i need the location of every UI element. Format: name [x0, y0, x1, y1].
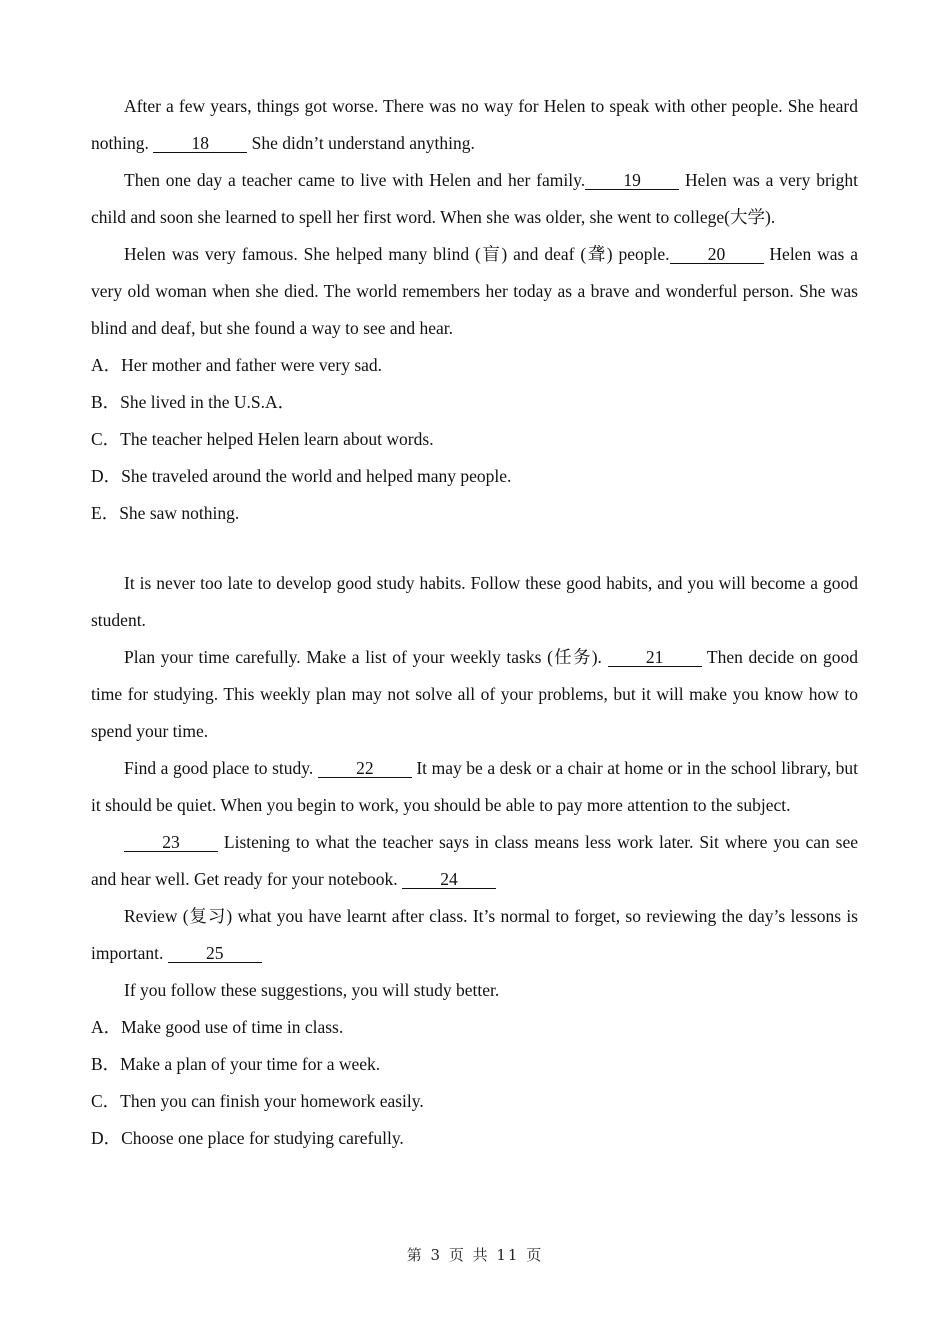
- paragraph-text: Helen was very famous. She helped many blind (盲) and deaf (聋) people.: [124, 244, 670, 264]
- passage2-paragraph-2: [91, 639, 858, 750]
- passage2-paragraph-6: [91, 972, 858, 1009]
- paragraph-text: It is never too late to develop good study habits. Follow these good habits, and you will become a good student.: [91, 573, 858, 630]
- option-a: A．Make good use of time in class.: [91, 1017, 344, 1037]
- paragraph-text: Then one day a teacher came to live with Helen and her family.: [124, 170, 586, 190]
- paragraph-text: Find a good place to study.: [124, 758, 318, 778]
- document-body: [91, 88, 858, 1157]
- blank-25: 25: [168, 944, 262, 963]
- paragraph-text: Helen was a very old woman when she died. The world remembers her today as a brave and wonderful person. She was blind and deaf, but she found a way to see and hear.: [91, 244, 858, 338]
- paragraph-text: If you follow these suggestions, you will study better.: [124, 980, 500, 1000]
- blank-18: 18: [153, 134, 247, 153]
- passage2-paragraph-1: [91, 565, 858, 639]
- blank-20: 20: [670, 245, 764, 264]
- option-e: E．She saw nothing.: [91, 503, 240, 523]
- passage2-paragraph-4: [91, 824, 858, 898]
- blank-22: 22: [318, 759, 412, 778]
- passage2-paragraph-3: [91, 750, 858, 824]
- option-b: B．She lived in the U.S.A．: [91, 392, 296, 412]
- option-d: D．She traveled around the world and helped many people.: [91, 466, 512, 486]
- passage1-paragraph-3: [91, 236, 858, 347]
- option-a: A．Her mother and father were very sad.: [91, 355, 383, 375]
- section-gap: [91, 532, 858, 565]
- option-c: C．Then you can finish your homework easily.: [91, 1091, 424, 1111]
- blank-21: 21: [608, 648, 702, 667]
- option-d: D．Choose one place for studying carefully.: [91, 1128, 404, 1148]
- page-footer: 第 3 页 共 11 页: [406, 1246, 544, 1264]
- paragraph-text: Listening to what the teacher says in class means less work later. Sit where you can see and hear well. Get ready for your notebook.: [91, 832, 858, 889]
- passage1-paragraph-2: [91, 162, 858, 236]
- blank-19: 19: [585, 171, 679, 190]
- paragraph-text: Plan your time carefully. Make a list of your weekly tasks (任务).: [124, 647, 608, 667]
- option-c: C．The teacher helped Helen learn about words.: [91, 429, 434, 449]
- paragraph-text: She didn’t understand anything.: [247, 133, 475, 153]
- paragraph-text: Review (复习) what you have learnt after class. It’s normal to forget, so reviewing the day’s lessons is important.: [91, 906, 858, 963]
- passage1-paragraph-1: [91, 88, 858, 162]
- paragraph-text: Helen was a very bright child and soon she learned to spell her first word. When she was older, she went to college(大学).: [91, 170, 858, 227]
- passage2-paragraph-5: [91, 898, 858, 972]
- paragraph-text: It may be a desk or a chair at home or in the school library, but it should be quiet. When you begin to work, you should be able to pay more attention to the subject.: [91, 758, 858, 815]
- option-b: B．Make a plan of your time for a week.: [91, 1054, 381, 1074]
- paragraph-text: After a few years, things got worse. There was no way for Helen to speak with other people. She heard nothing.: [91, 96, 858, 153]
- paragraph-text: Then decide on good time for studying. This weekly plan may not solve all of your problems, but it will make you know how to spend your time.: [91, 647, 858, 741]
- blank-23: 23: [124, 833, 218, 852]
- blank-24: 24: [402, 870, 496, 889]
